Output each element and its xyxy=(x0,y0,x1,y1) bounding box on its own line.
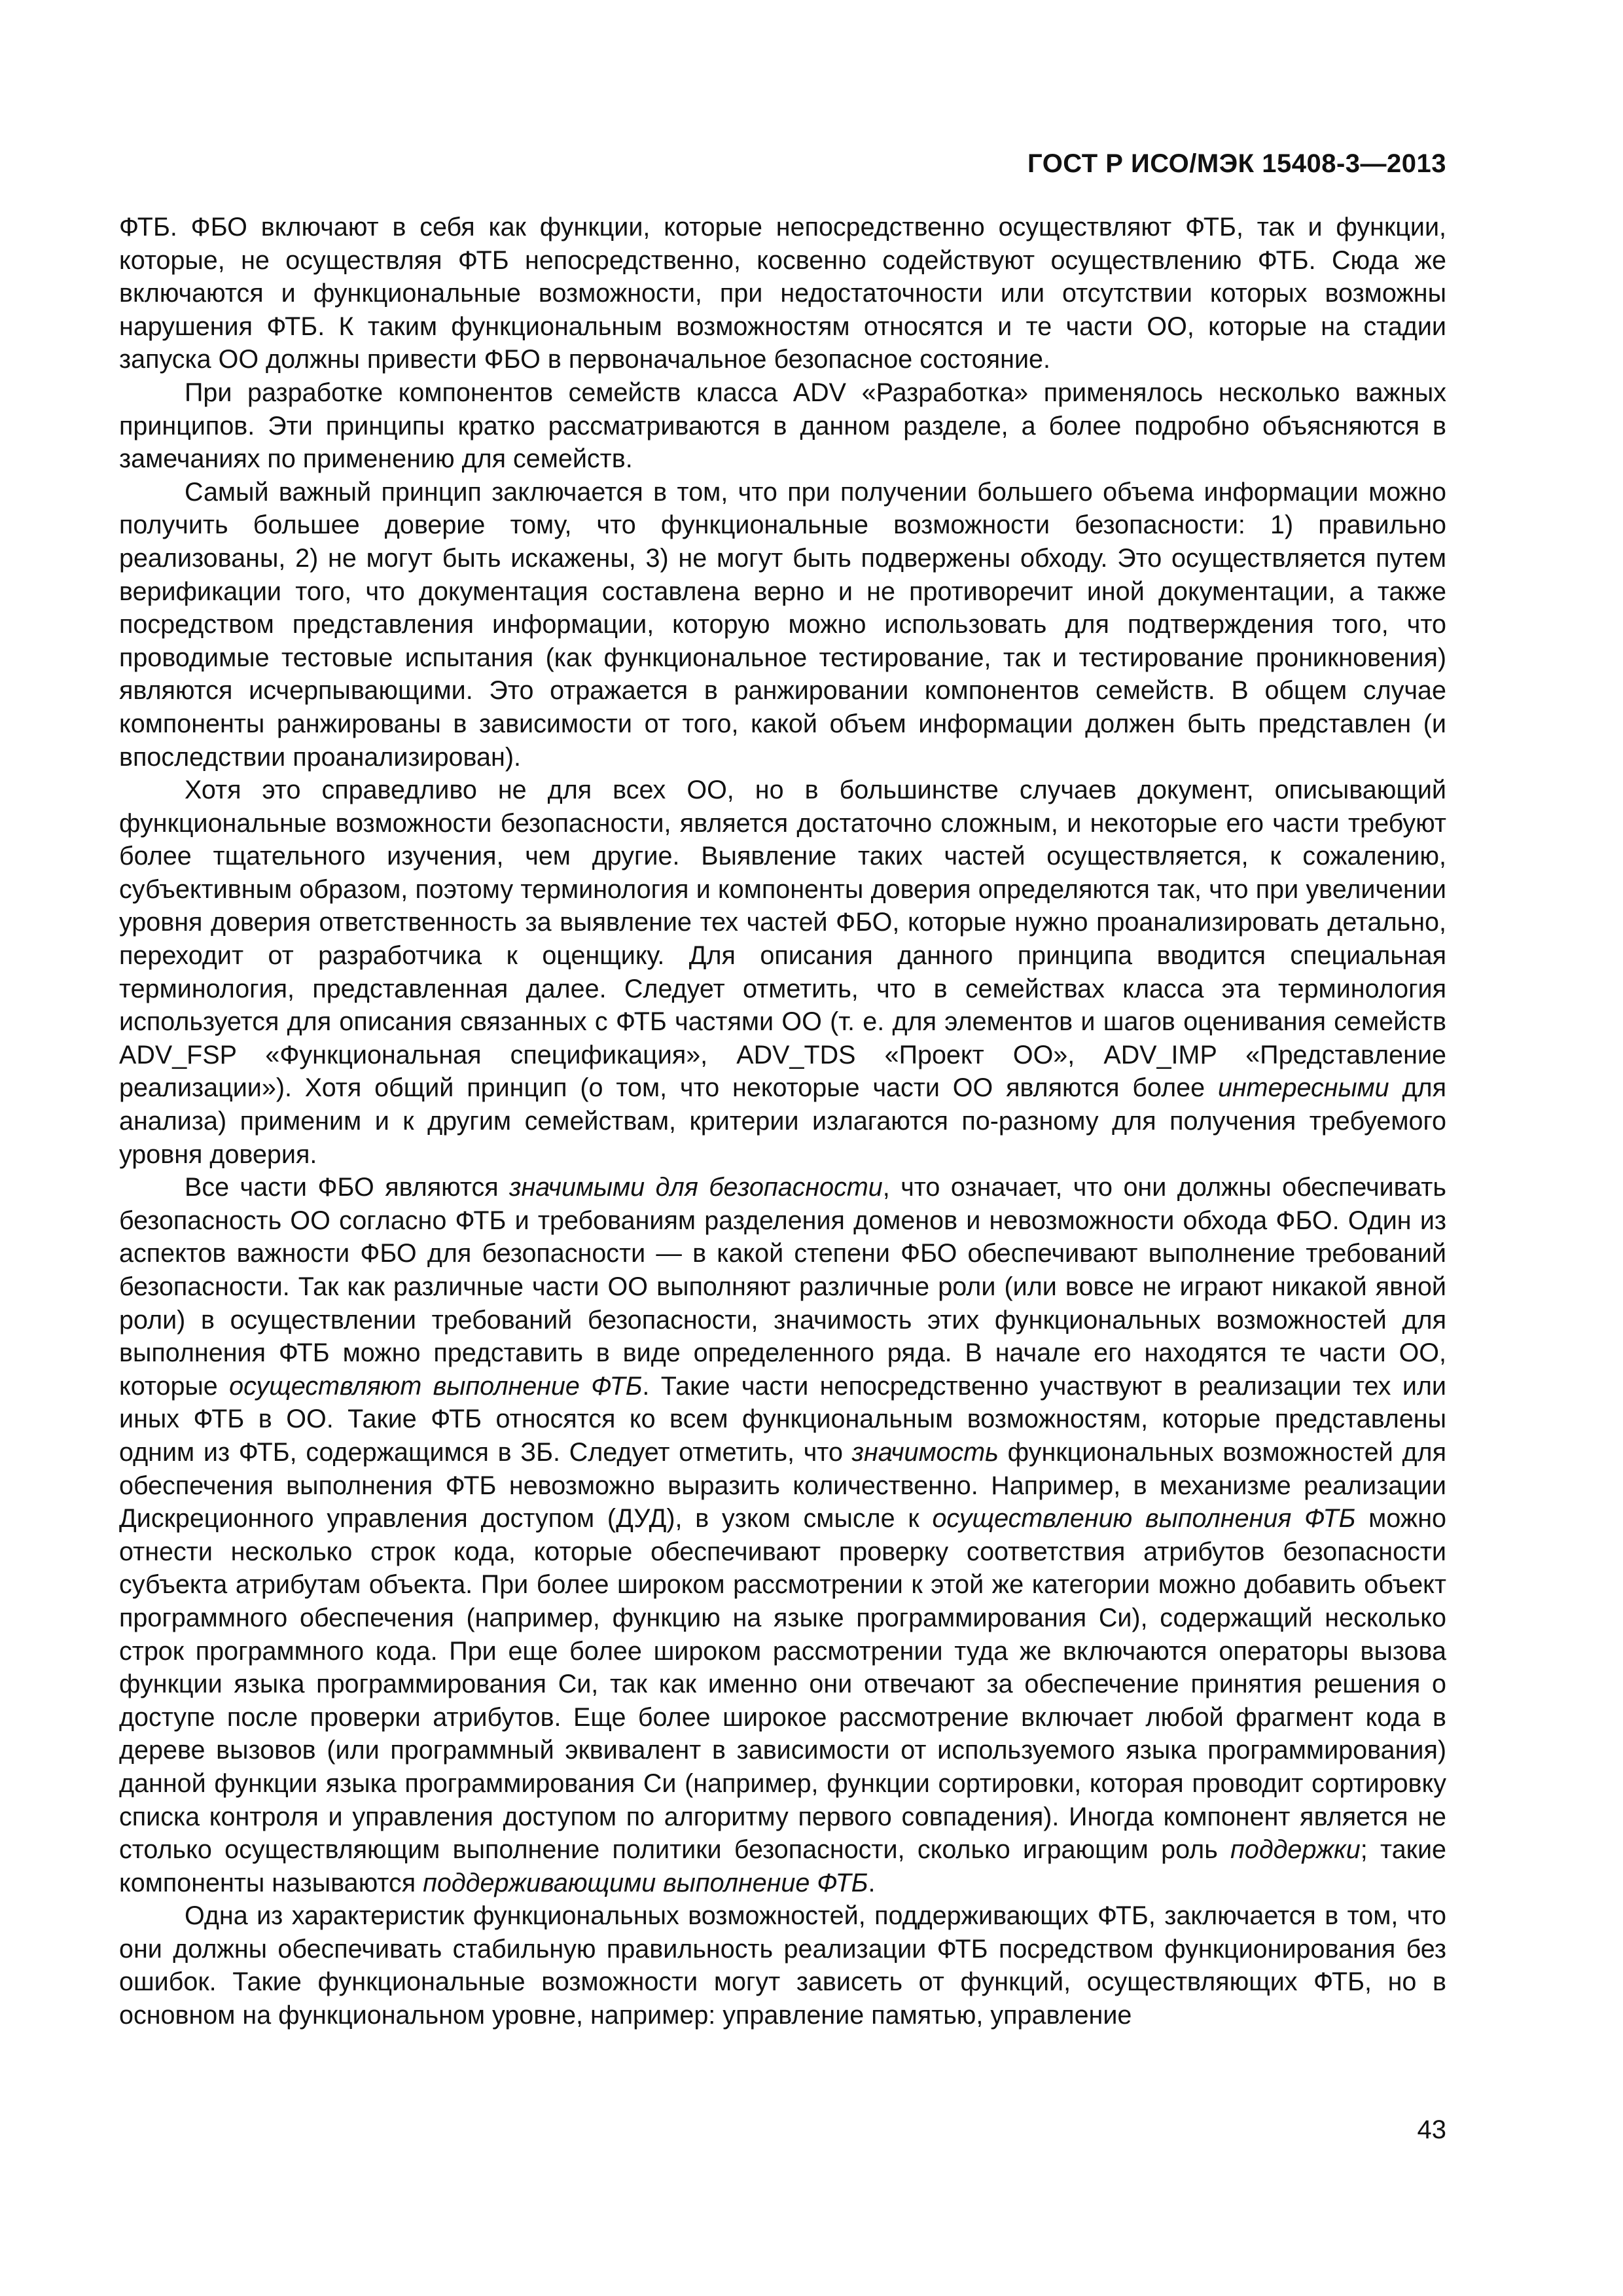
italic-term: интересными xyxy=(1217,1073,1389,1103)
italic-term: осуществлению выполнения ФТБ xyxy=(932,1504,1356,1534)
text-run: . xyxy=(868,1868,876,1897)
document-body xyxy=(119,211,1446,2032)
text-run: , что означает, что они должны обеспечивать безопасность ОО согласно ФТБ и требованиям разделения доменов и невозможности обхода ФБО. Один из аспектов важности ФБО для безопасности — в какой степени ФБО обеспечивают выполнение требований безопасности. Так как различные части ОО выполняют различные роли (или вовсе не играют никакой явной роли) в осуществлении требований безопасности, значимость этих функциональных возможностей для выполнения ФТБ можно представить в виде определенного ряда. В начале его находятся те части ОО, которые xyxy=(119,1173,1446,1401)
paragraph xyxy=(119,476,1446,774)
italic-term: осуществляют выполнение ФТБ xyxy=(229,1371,643,1401)
text-run: ; такие компоненты называются xyxy=(119,1835,1446,1897)
text-run: ФТБ. ФБО включают в себя как функции, которые непосредственно осуществляют ФТБ, так и функции, которые, не осуществляя ФТБ непосредственно, косвенно содействуют осуществлению ФТБ. Сюда же включаются и функциональные возможности, при недостаточности или отсутствии которых возможны нарушения ФТБ. К таким функциональным возможностям относятся и те части ОО, которые на стадии запуска ОО должны привести ФБО в первоначальное безопасное состояние. xyxy=(119,213,1446,374)
text-run: Одна из характеристик функциональных возможностей, поддерживающих ФТБ, заключается в том, что они должны обеспечивать стабильную правильность реализации ФТБ посредством функционирования без ошибок. Такие функциональные возможности могут зависеть от функций, осуществляющих ФТБ, но в основном на функциональном уровне, например: управление памятью, управление xyxy=(119,1901,1446,2030)
paragraph xyxy=(119,774,1446,1171)
text-run: Все части ФБО являются xyxy=(185,1173,510,1202)
italic-term: значимыми для безопасности xyxy=(509,1173,883,1202)
text-run: Самый важный принцип заключается в том, что при получении большего объема информации можно получить большее доверие тому, что функциональные возможности безопасности: 1) правильно реализованы, 2) не могут быть искажены, 3) не могут быть подвержены обходу. Это осуществляется путем верификации того, что документация составлена верно и не противоречит иной документации, а также посредством представления информации, которую можно использовать для подтверждения того, что проводимые тестовые испытания (как функциональное тестирование, так и тестирование проникновения) являются исчерпывающими. Это отражается в ранжировании компонентов семейств. В общем случае компоненты ранжированы в зависимости от того, какой объем информации должен быть представлен (и впоследствии проанализирован). xyxy=(119,477,1446,772)
text-run: Хотя это справедливо не для всех ОО, но в большинстве случаев документ, описывающий функциональные возможности безопасности, является достаточно сложным, и некоторые его части требуют более тщательного изучения, чем другие. Выявление таких частей осуществляется, к сожалению, субъективным образом, поэтому терминология и компоненты доверия определяются так, что при увеличении уровня доверия ответственность за выявление тех частей ФБО, которые нужно проанализировать детально, переходит от разработчика к оценщику. Для описания данного принципа вводится специальная терминология, представленная далее. Следует отметить, что в семействах класса эта терминология используется для описания связанных с ФТБ частями ОО (т. е. для элементов и шагов оценивания семейств ADV_FSP «Функциональная спецификация», ADV_TDS «Проект ОО», ADV_IMP «Представление реализации»). Хотя общий принцип (о том, что некоторые части ОО являются более xyxy=(119,776,1446,1103)
paragraph xyxy=(119,211,1446,376)
text-run: При разработке компонентов семейств класса ADV «Разработка» применялось несколько важных принципов. Эти принципы кратко рассматриваются в данном разделе, а более подробно объясняются в замечаниях по применению для семейств. xyxy=(119,378,1446,474)
document-header-title: ГОСТ Р ИСО/МЭК 15408-3—2013 xyxy=(1027,149,1446,178)
paragraph xyxy=(119,1899,1446,2032)
italic-term: поддержки xyxy=(1230,1835,1361,1865)
paragraph xyxy=(119,376,1446,476)
text-run: можно отнести несколько строк кода, которые обеспечивают проверку соответствия атрибутов безопасности субъекта атрибутам объекта. При более широком рассмотрении к этой же категории можно добавить объект программного обеспечения (например, функцию на языке программирования Си), содержащий несколько строк программного кода. При еще более широком рассмотрении туда же включаются операторы вызова функции языка программирования Си, так как именно они отвечают за обеспечение принятия решения о доступе после проверки атрибутов. Еще более широкое рассмотрение включает любой фрагмент кода в дереве вызовов (или программный эквивалент в зависимости от используемого языка программирования) данной функции языка программирования Си (например, функции сортировки, которая проводит сортировку списка контроля и управления доступом по алгоритму первого совпадения). Иногда компонент является не столько осуществляющим выполнение политики безопасности, сколько играющим роль xyxy=(119,1504,1446,1865)
text-run: . Такие части непосредственно участвуют в реализации тех или иных ФТБ в ОО. Такие ФТБ относятся ко всем функциональным возможностям, которые представлены одним из ФТБ, содержащимся в ЗБ. Следует отметить, что xyxy=(119,1371,1447,1467)
text-run: для анализа) применим и к другим семействам, критерии излагаются по-разному для получения требуемого уровня доверия. xyxy=(119,1073,1446,1169)
italic-term: поддерживающими выполнение ФТБ xyxy=(423,1868,868,1897)
text-run: функциональных возможностей для обеспечения выполнения ФТБ невозможно выразить количественно. Например, в механизме реализации Дискреционного управления доступом (ДУД), в узком смысле к xyxy=(119,1437,1446,1534)
paragraph xyxy=(119,1171,1446,1899)
italic-term: значимость xyxy=(851,1437,999,1467)
page-number: 43 xyxy=(1417,2115,1446,2144)
